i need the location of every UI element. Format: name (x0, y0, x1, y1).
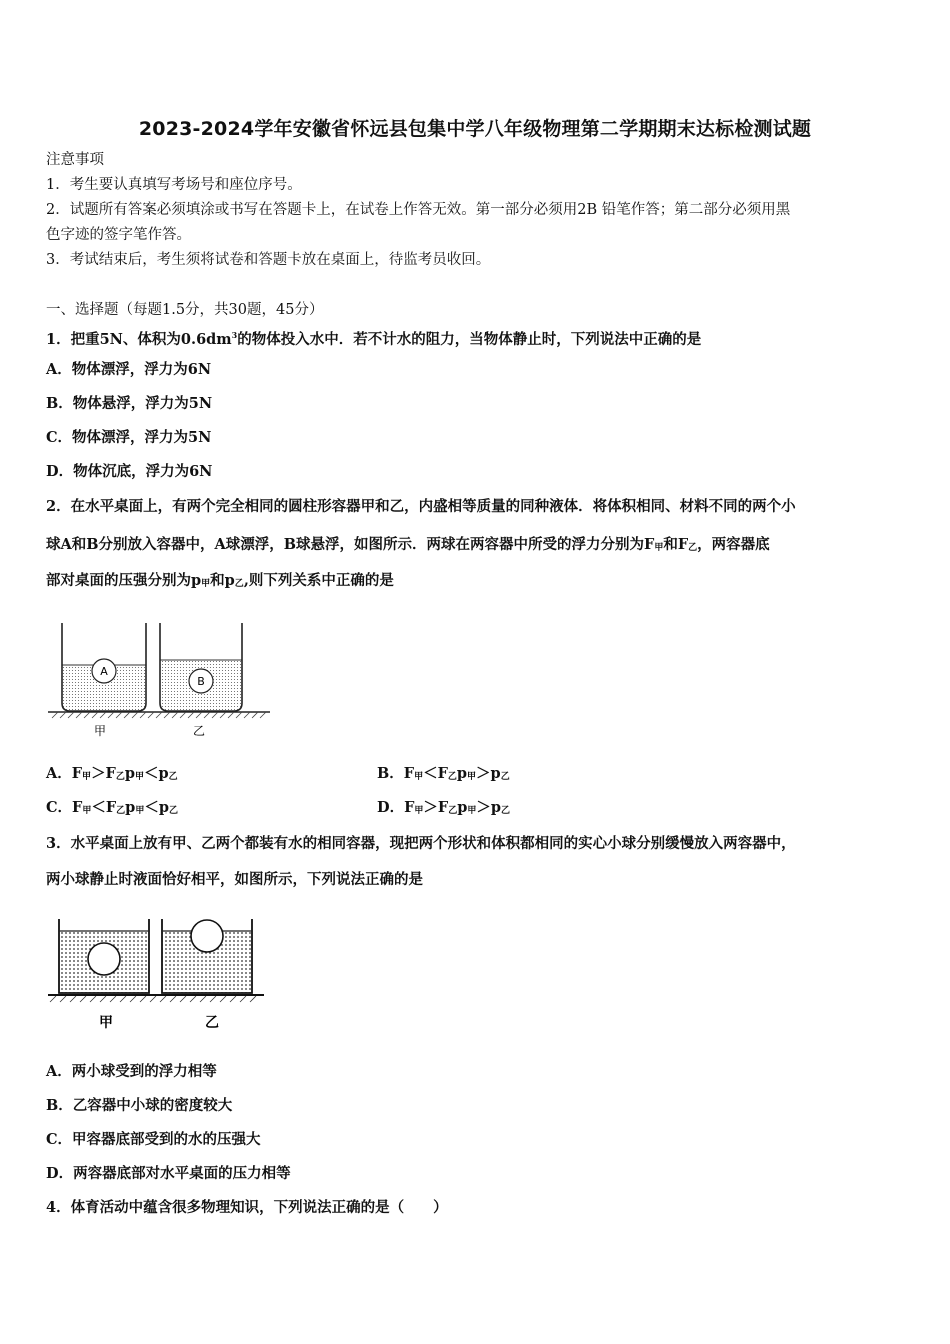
question-2-stem-line1: 2．在水平桌面上，有两个完全相同的圆柱形容器甲和乙，内盛相等质量的同种液体．将体积相同、材料不同的两个小 (46, 498, 796, 515)
question-2-stem-line2: 球A和B分别放入容器中，A球漂浮，B球悬浮，如图所示．两球在两容器中所受的浮力分别为$F_甲$和$F_乙$，两容器底 (46, 536, 770, 553)
table-hatching (52, 712, 266, 718)
q1-option-b[interactable]: B．物体悬浮，浮力为5N (46, 395, 213, 412)
right-container-label: 乙 (205, 1015, 219, 1031)
q1-option-c[interactable]: C．物体漂浮，浮力为5N (46, 429, 212, 446)
q2-option-a[interactable]: A．$F_甲>F_乙p_甲<p_乙$ (46, 765, 178, 782)
left-container-label: 甲 (93, 724, 107, 738)
question-1-stem: 1．把重5N、体积为$0.6dm^3$的物体投入水中．若不计水的阻力，当物体静止时，下列说法中正确的是 (46, 330, 702, 348)
q3-option-c[interactable]: C．甲容器底部受到的水的压强大 (46, 1131, 261, 1148)
right-container-label: 乙 (192, 724, 206, 738)
q2-option-b[interactable]: B．$F_甲<F_乙p_甲>p_乙$ (377, 765, 510, 782)
notice-item: 1．考生要认真填写考场号和座位序号。 (46, 177, 302, 193)
right-ball (191, 920, 223, 952)
notice-item: 色字迹的签字笔作答。 (46, 227, 191, 243)
ball-a-label: A (100, 665, 108, 678)
page-title: 2023-2024学年安徽省怀远县包集中学八年级物理第二学期期末达标检测试题 (138, 118, 812, 140)
question-3-stem-line2: 两小球静止时液面恰好相平，如图所示，下列说法正确的是 (46, 871, 423, 888)
section-heading: 一、选择题（每题1.5分，共30题，45分） (46, 302, 324, 318)
q2-option-d[interactable]: D．$F_甲>F_乙p_甲>p_乙$ (377, 799, 511, 816)
notice-item: 3．考试结束后，考生须将试卷和答题卡放在桌面上，待监考员收回。 (46, 252, 491, 268)
q3-option-b[interactable]: B．乙容器中小球的密度较大 (46, 1097, 233, 1114)
table-hatching (50, 996, 256, 1002)
q3-option-a[interactable]: A．两小球受到的浮力相等 (46, 1063, 217, 1080)
q1-option-a[interactable]: A．物体漂浮，浮力为6N (46, 361, 212, 378)
ball-b-label: B (197, 675, 205, 688)
q3-figure (44, 915, 269, 1035)
notice-heading: 注意事项 (46, 152, 104, 168)
notice-item: 2．试题所有答案必须填涂或书写在答题卡上，在试卷上作答无效。第一部分必须用2B 铅笔作答；第二部分必须用黑 (46, 202, 791, 218)
q2-figure (44, 615, 274, 745)
left-container-label: 甲 (99, 1015, 113, 1031)
q1-option-d[interactable]: D．物体沉底，浮力为6N (46, 463, 213, 480)
left-ball (88, 943, 120, 975)
question-3-stem-line1: 3．水平桌面上放有甲、乙两个都装有水的相同容器，现把两个形状和体积都相同的实心小球分别缓慢放入两容器中， (46, 835, 796, 852)
question-4-stem: 4．体育活动中蕴含很多物理知识，下列说法正确的是（ ） (46, 1199, 448, 1216)
q3-option-d[interactable]: D．两容器底部对水平桌面的压力相等 (46, 1165, 291, 1182)
question-2-stem-line3: 部对桌面的压强分别为$p_甲$和$p_乙$,则下列关系中正确的是 (46, 572, 394, 589)
q2-option-c[interactable]: C．$F_甲<F_乙p_甲<p_乙$ (46, 799, 178, 816)
